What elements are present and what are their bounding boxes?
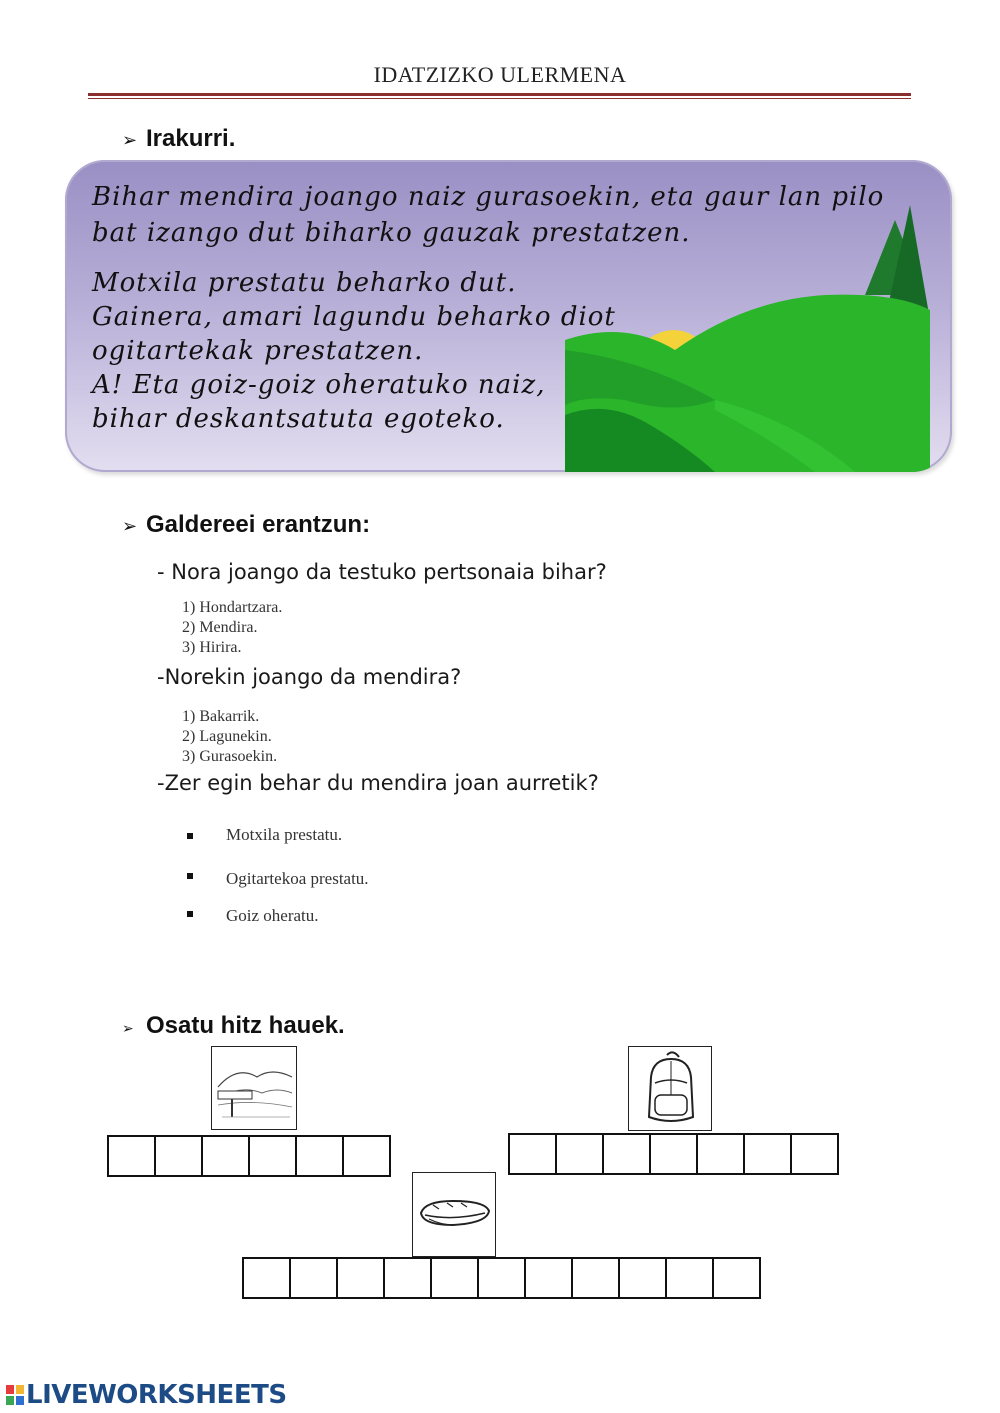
complete-heading-text: Osatu hitz hauek. [146,1012,345,1039]
letter-box[interactable] [109,1137,156,1175]
letter-box[interactable] [620,1259,667,1297]
reading-line: ogitartekak prestatzen. [92,336,424,366]
letter-box[interactable] [338,1259,385,1297]
option-item[interactable]: 3) Hirira. [182,639,242,656]
letter-box[interactable] [297,1137,344,1175]
header-rule-thin [88,98,911,99]
option-item[interactable]: 3) Gurasoekin. [182,748,278,765]
question-1: - Nora joango da testuko pertsonaia bihar? [157,560,607,584]
bullet-item: Goiz oheratu. [226,906,319,925]
option-item[interactable]: 2) Lagunekin. [182,728,272,745]
brand-name: LIVEWORKSHEETS [26,1380,287,1410]
reading-line: Gainera, amari lagundu beharko diot [92,302,616,332]
letter-box[interactable] [792,1135,837,1173]
reading-line: bihar deskantsatuta egoteko. [92,404,505,434]
reading-line: Motxila prestatu beharko dut. [92,268,517,298]
sandwich-icon [412,1172,496,1257]
letter-box[interactable] [291,1259,338,1297]
arrow-bullet-icon: ➢ [122,130,138,150]
word-3-boxes [242,1257,761,1299]
letter-box[interactable] [250,1137,297,1175]
letter-box[interactable] [432,1259,479,1297]
letter-box[interactable] [714,1259,759,1297]
option-item[interactable]: 1) Hondartzara. [182,599,283,616]
letter-box[interactable] [745,1135,792,1173]
reading-heading [122,125,235,153]
header-rule [88,93,911,96]
question-2-options [182,707,277,767]
letter-box[interactable] [385,1259,432,1297]
question-1-options [182,598,282,658]
letter-box[interactable] [651,1135,698,1173]
letter-box[interactable] [244,1259,291,1297]
reading-line: Bihar mendira joango naiz gurasoekin, eta gaur lan pilo [92,182,885,212]
page-title: IDATZIZKO ULERMENA [373,62,627,87]
letter-box[interactable] [557,1135,604,1173]
square-bullet-icon [187,873,193,879]
question-2: -Norekin joango da mendira? [157,665,462,689]
letter-box[interactable] [573,1259,620,1297]
option-item[interactable]: 2) Mendira. [182,619,258,636]
letter-box[interactable] [510,1135,557,1173]
letter-box[interactable] [698,1135,745,1173]
brand-logo [6,1380,287,1410]
word-1-boxes [107,1135,391,1177]
bullet-item: Ogitartekoa prestatu. [226,869,369,888]
mountain-sign-icon [211,1046,297,1130]
option-item[interactable]: 1) Bakarrik. [182,708,260,725]
letter-box[interactable] [344,1137,389,1175]
letter-box[interactable] [203,1137,250,1175]
letter-box[interactable] [479,1259,526,1297]
reading-line: A! Eta goiz-goiz oheratuko naiz, [92,370,546,400]
word-2-boxes [508,1133,839,1175]
complete-heading [122,1012,345,1040]
square-bullet-icon [187,911,193,917]
arrow-bullet-icon: ➢ [122,516,138,536]
questions-heading [122,511,370,539]
letter-box[interactable] [604,1135,651,1173]
square-bullet-icon [187,833,193,839]
reading-line: bat izango dut biharko gauzak prestatzen. [92,218,691,248]
questions-heading-text: Galdereei erantzun: [146,511,371,538]
letter-box[interactable] [667,1259,714,1297]
backpack-icon [628,1046,712,1131]
liveworksheets-logo-icon [6,1385,24,1405]
bullet-item: Motxila prestatu. [226,825,343,844]
question-3: -Zer egin behar du mendira joan aurretik? [157,771,599,795]
letter-box[interactable] [156,1137,203,1175]
letter-box[interactable] [526,1259,573,1297]
reading-box [65,160,952,472]
reading-heading-text: Irakurri. [146,125,236,152]
arrow-bullet-icon: ➢ [122,1020,134,1036]
